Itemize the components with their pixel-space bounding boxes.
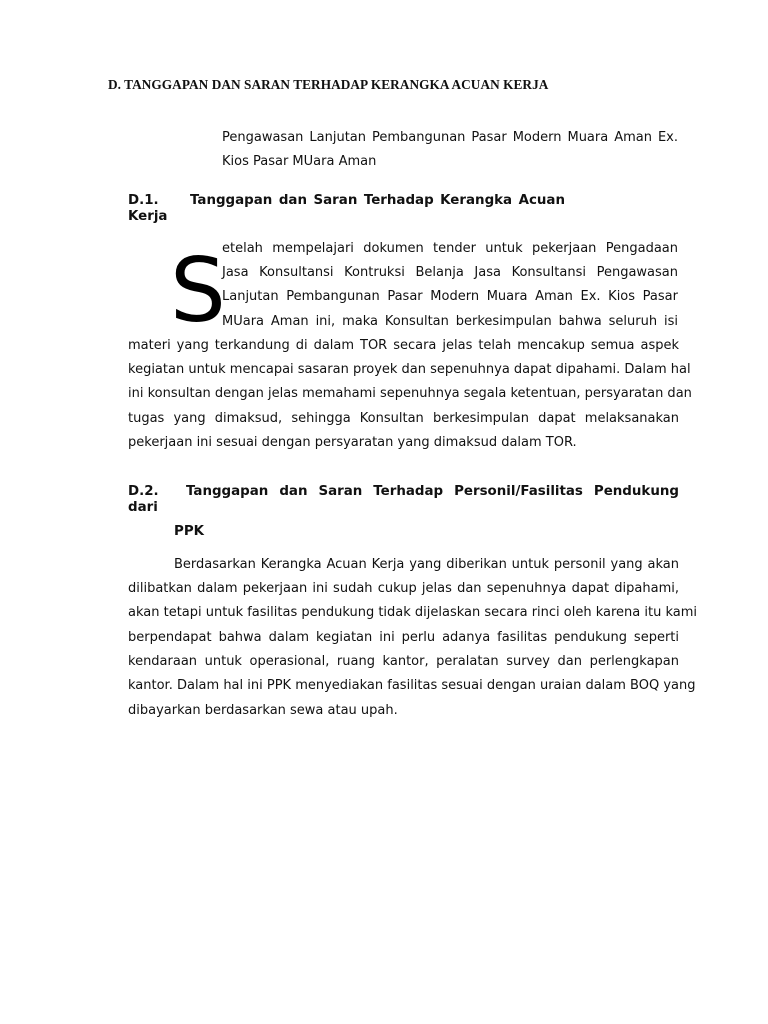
body-line: akan tetapi untuk fasilitas pendukung tidak dijelaskan secara rinci oleh karena itu kami xyxy=(128,605,698,620)
body-line: kendaraan untuk operasional, ruang kantor, peralatan survey dan perlengkapan xyxy=(128,654,679,669)
body-line: dilibatkan dalam pekerjaan ini sudah cukup jelas dan sepenuhnya dapat dipahami, xyxy=(128,581,679,596)
body-line: Berdasarkan Kerangka Acuan Kerja yang diberikan untuk personil yang akan xyxy=(174,557,679,572)
body-line: materi yang terkandung di dalam TOR secara jelas telah mencakup semua aspek xyxy=(128,338,679,353)
body-line: ini konsultan dengan jelas memahami sepenuhnya segala ketentuan, persyaratan dan xyxy=(128,386,692,401)
section-d1-title: Tanggapan dan Saran Terhadap Kerangka Acuan xyxy=(190,193,565,208)
section-d1-heading xyxy=(128,193,680,227)
body-line: etelah mempelajari dokumen tender untuk pekerjaan Pengadaan xyxy=(222,241,678,256)
main-heading: D. TANGGAPAN DAN SARAN TERHADAP KERANGKA ACUAN KERJA xyxy=(108,77,549,92)
intro-paragraph: Pengawasan Lanjutan Pembangunan Pasar Modern Muara Aman Ex. Kios Pasar MUara Aman xyxy=(222,130,678,169)
body-line: Lanjutan Pembangunan Pasar Modern Muara Aman Ex. Kios Pasar xyxy=(222,289,678,304)
body-line: MUara Aman ini, maka Konsultan berkesimpulan bahwa seluruh isi xyxy=(222,314,678,329)
body-line: tugas yang dimaksud, sehingga Konsultan berkesimpulan dapat melaksanakan xyxy=(128,411,679,426)
section-d1-title-continuation: Kerja xyxy=(128,209,168,224)
body-line: pekerjaan ini sesuai dengan persyaratan yang dimaksud dalam TOR. xyxy=(128,435,577,450)
section-d2-heading xyxy=(128,484,680,518)
body-line: Jasa Konsultansi Kontruksi Belanja Jasa Konsultansi Pengawasan xyxy=(222,265,678,280)
section-d2-title-continuation: dari xyxy=(128,500,158,515)
section-d2-subtitle: PPK xyxy=(174,524,205,539)
body-line: dibayarkan berdasarkan sewa atau upah. xyxy=(128,703,398,718)
body-line: berpendapat bahwa dalam kegiatan ini perlu adanya fasilitas pendukung seperti xyxy=(128,630,679,645)
body-line: kantor. Dalam hal ini PPK menyediakan fasilitas sesuai dengan uraian dalam BOQ yang xyxy=(128,678,696,693)
section-d2-number: D.2. xyxy=(128,484,159,499)
body-line: kegiatan untuk mencapai sasaran proyek dan sepenuhnya dapat dipahami. Dalam hal xyxy=(128,362,691,377)
section-d1-number: D.1. xyxy=(128,193,159,208)
section-d2-title: Tanggapan dan Saran Terhadap Personil/Fasilitas Pendukung xyxy=(186,484,679,499)
drop-cap: S xyxy=(170,239,226,342)
